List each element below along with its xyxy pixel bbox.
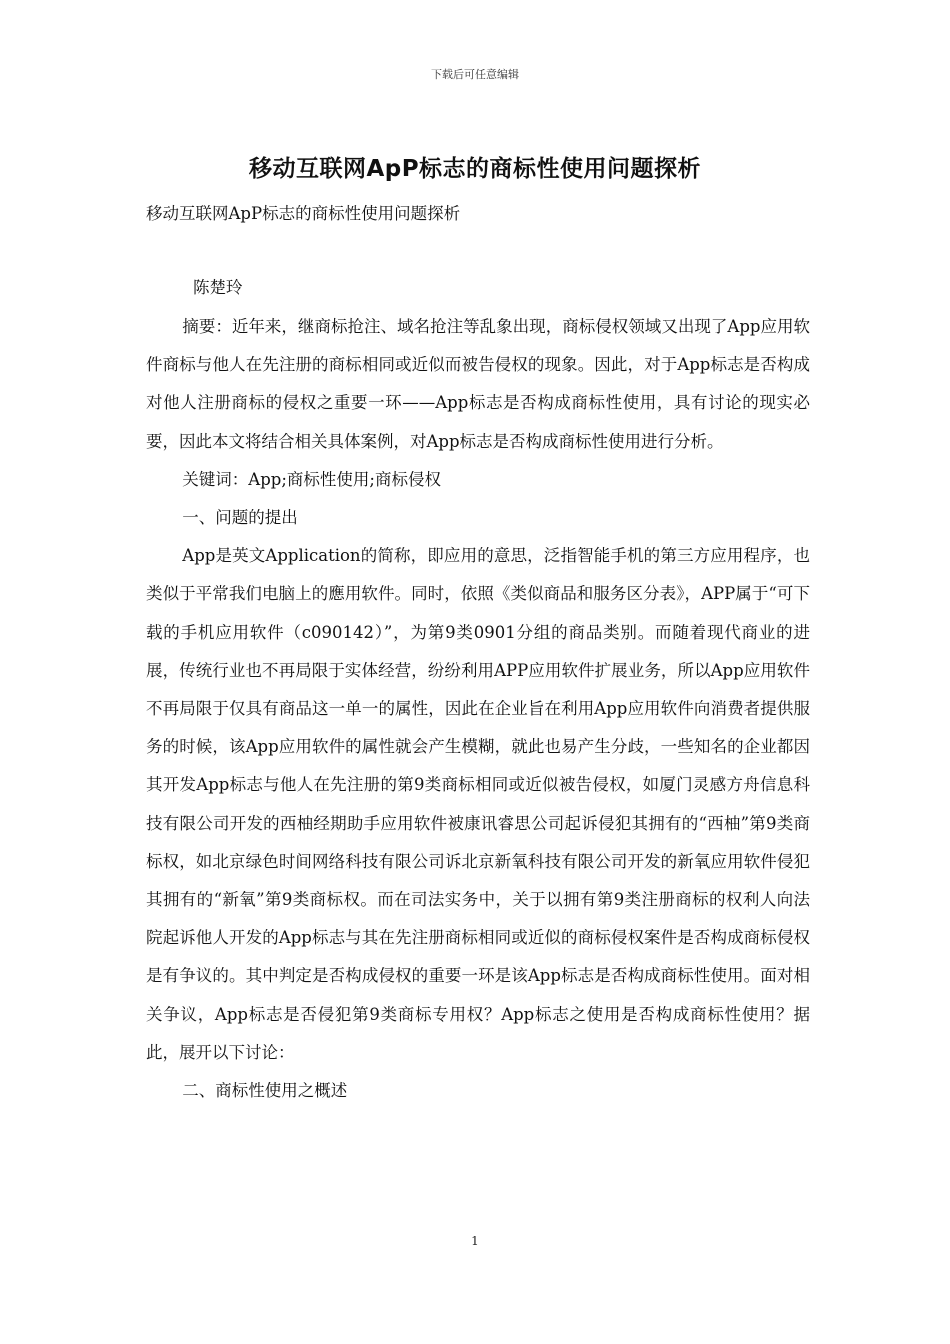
- page-number: 1: [471, 1234, 479, 1248]
- author-name: 陈楚玲: [193, 278, 243, 297]
- header-note: 下载后可任意编辑: [431, 68, 519, 81]
- section-heading-2: 二、商标性使用之概述: [182, 1081, 348, 1101]
- document-subtitle: 移动互联网ApP标志的商标性使用问题探析: [146, 204, 461, 223]
- body-paragraph: App是英文Application的简称，即应用的意思，泛指智能手机的第三方应用程序，也类似于平常我们电脑上的應用软件。同时，依照《类似商品和服务区分表》，APP属于“可下载的手机应用软件（c090142）”，为第9类0901分组的商品类别。而随着现代商业的进展，传统行业也不再局限于实体经营，纷纷利用APP应用软件扩展业务，所以App应用软件不再局限于仅具有商品这一单一的属性，因此在企业旨在利用App应用软件向消费者提供服务的时候，该App应用软件的属性就会产生模糊，就此也易产生分歧，一些知名的企业都因其开发App标志与他人在先注册的第9类商标相同或近似被告侵权，如厦门灵感方舟信息科技有限公司开发的西柚经期助手应用软件被康讯睿思公司起诉侵犯其拥有的“西柚”第9类商标权，如北京绿色时间网络科技有限公司诉北京新氧科技有限公司开发的新氧应用软件侵犯其拥有的“新氧”第9类商标权。而在司法实务中，关于以拥有第9类注册商标的权利人向法院起诉他人开发的App标志与其在先注册商标相同或近似的商标侵权案件是否构成商标侵权是有争议的。其中判定是否构成侵权的重要一环是该App标志是否构成商标性使用。面对相关争议，App标志是否侵犯第9类商标专用权？App标志之使用是否构成商标性使用？据此，展开以下讨论：: [146, 546, 810, 1062]
- abstract-paragraph: 摘要：近年来，继商标抢注、域名抢注等乱象出现，商标侵权领域又出现了App应用软件商标与他人在先注册的商标相同或近似而被告侵权的现象。因此，对于App标志是否构成对他人注册商标的侵权之重要一环——App标志是否构成商标性使用，具有讨论的现实必要，因此本文将结合相关具体案例，对App标志是否构成商标性使用进行分析。: [146, 317, 810, 451]
- section-heading-1: 一、问题的提出: [182, 508, 298, 528]
- document-title: 移动互联网ApP标志的商标性使用问题探析: [248, 156, 702, 182]
- keywords-paragraph: 关键词：App;商标性使用;商标侵权: [182, 469, 441, 489]
- body-text: [146, 308, 810, 1110]
